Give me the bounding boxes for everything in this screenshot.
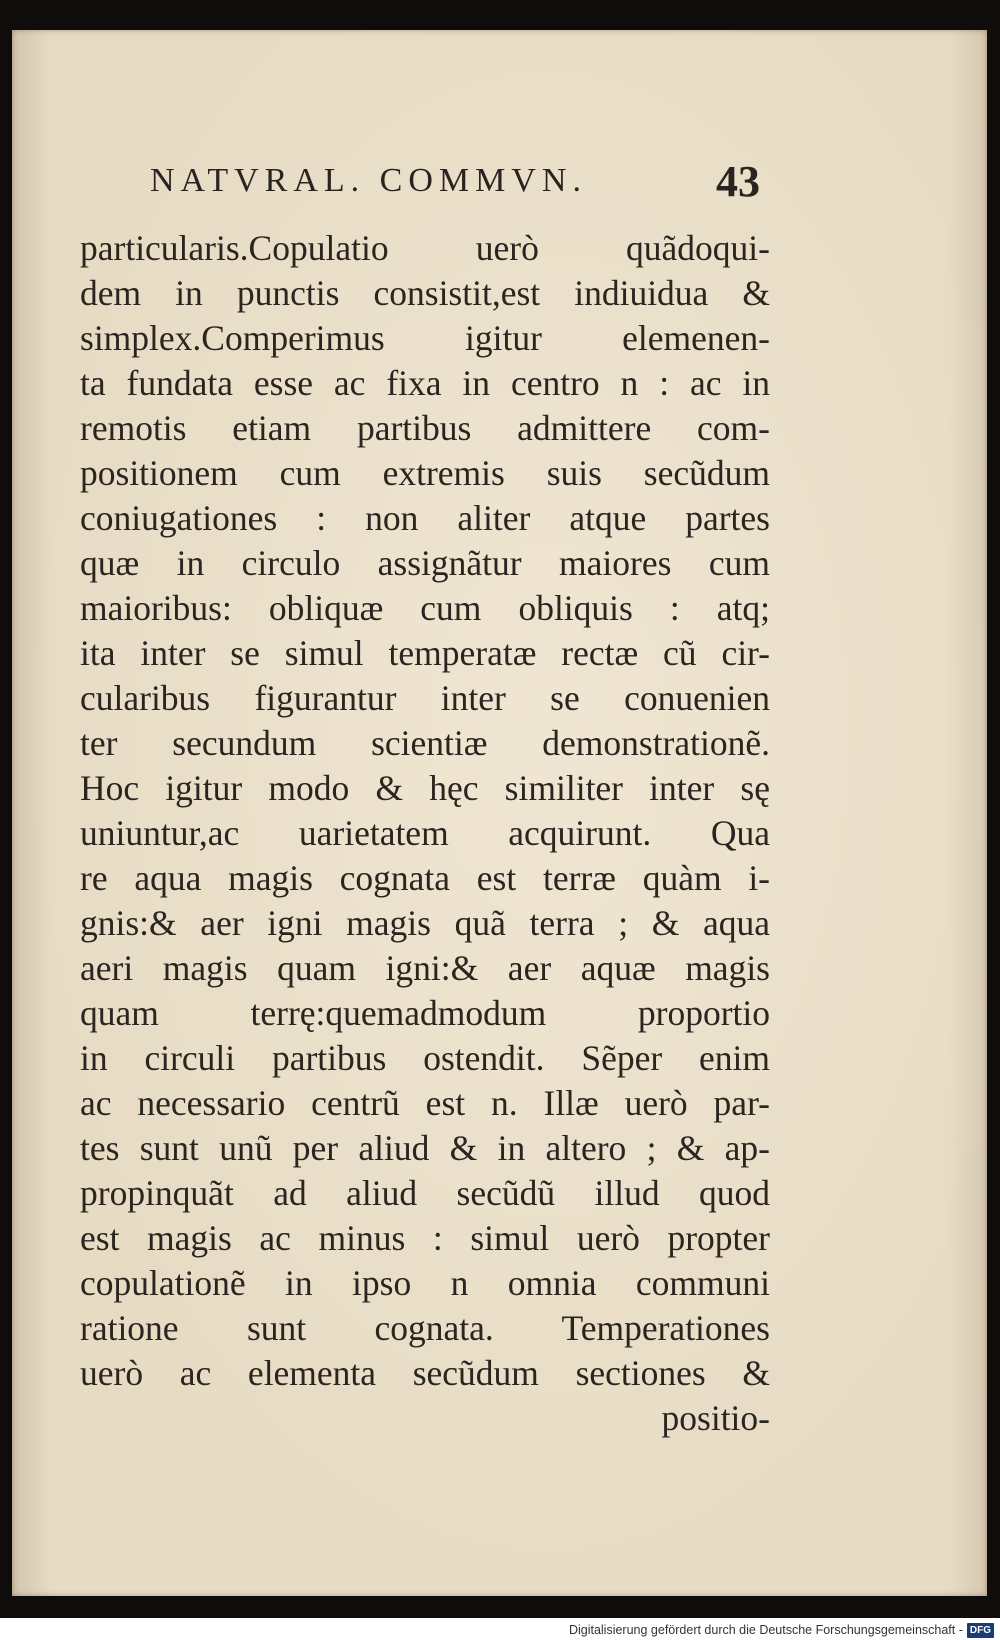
text-line: ta fundata esse ac fixa in centro n : ac in — [80, 363, 770, 403]
text-line: Hoc igitur modo & hęc similiter inter sę — [80, 768, 770, 808]
text-line: ter secundum scientiæ demonstrationẽ. — [80, 723, 770, 763]
text-line: cularibus figurantur inter se conuenien — [80, 678, 770, 718]
page-number: 43 — [716, 157, 760, 206]
running-title: NATVRAL. COMMVN. — [150, 162, 587, 199]
text-line: est magis ac minus : simul uerò propter — [80, 1218, 770, 1258]
text-line: uniuntur,ac uarietatem acquirunt. Qua — [80, 813, 770, 853]
book-page — [12, 30, 987, 1596]
text-line: dem in punctis consistit,est indiuidua & — [80, 273, 770, 313]
text-line: remotis etiam partibus admittere com- — [80, 408, 770, 448]
text-line: positionem cum extremis suis secũdum — [80, 453, 770, 493]
text-line: quam terrę:quemadmodum proportio — [80, 993, 770, 1033]
text-line: ac necessario centrũ est n. Illæ uerò par- — [80, 1083, 770, 1123]
credit-text: Digitalisierung gefördert durch die Deutsche Forschungsgemeinschaft - — [568, 1623, 963, 1637]
text-line: aeri magis quam igni:& aer aquæ magis — [80, 948, 770, 988]
catchword: positio- — [661, 1398, 770, 1438]
text-line: re aqua magis cognata est terræ quàm i- — [80, 858, 770, 898]
text-line: copulationẽ in ipso n omnia communi — [80, 1263, 770, 1303]
text-line: simplex.Comperimus igitur elemenen- — [80, 318, 770, 358]
text-line: propinquãt ad aliud secũdũ illud quod — [80, 1173, 770, 1213]
text-line: maioribus: obliquæ cum obliquis : atq; — [80, 588, 770, 628]
digitization-credit — [569, 1621, 994, 1639]
text-line: tes sunt unũ per aliud & in altero ; & ap- — [80, 1128, 770, 1168]
body-text — [80, 226, 770, 1441]
text-line: ita inter se simul temperatæ rectæ cũ cir- — [80, 633, 770, 673]
text-line: coniugationes : non aliter atque partes — [80, 498, 770, 538]
text-line: ratione sunt cognata. Temperationes — [80, 1308, 770, 1348]
text-line: quæ in circulo assignãtur maiores cum — [80, 543, 770, 583]
page-header — [80, 158, 760, 214]
text-line: particularis.Copulatio uerò quãdoqui- — [80, 228, 770, 268]
dfg-logo-icon: DFG — [967, 1623, 994, 1638]
text-line: gnis:& aer igni magis quã terra ; & aqua — [80, 903, 770, 943]
text-line: in circuli partibus ostendit. Sẽper enim — [80, 1038, 770, 1078]
text-line: uerò ac elementa secũdum sectiones & — [80, 1353, 770, 1393]
